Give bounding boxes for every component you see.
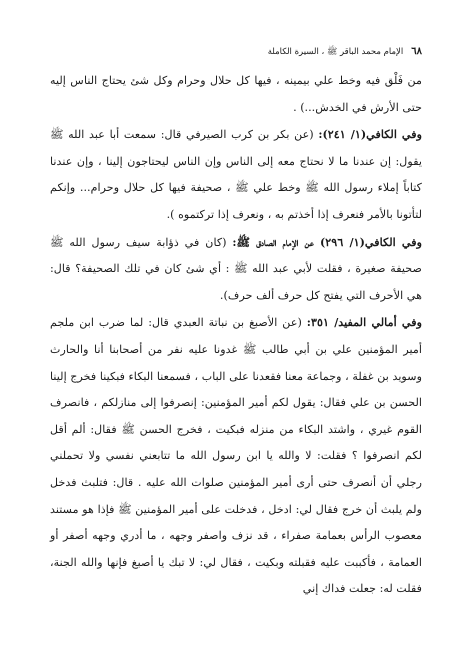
running-header [50, 44, 422, 60]
paragraph-amali-mufid [50, 309, 422, 603]
page-number: ٦٨ [411, 46, 422, 57]
paragraph-text: من فَلْق فيه وخط علي بيمينه ، فيها كل حلال وحرام وكل شئ يحتاج الناس إليه حتى الأرش في الخدش...) . [50, 74, 422, 114]
paragraph-kafi-296 [50, 229, 422, 310]
paragraph-text: (عن بكر بن كرب الصيرفي قال: سمعت أبا عبد الله ﷺ يقول: إن عندنا ما لا نحتاج معه إلى الناس وإن الناس ليحتاجون إلينا ، وإن عندنا كتاباً إملاء رسول الله ﷺ وخط علي ﷺ ، صحيفة فيها كل حلال وحرام... وإنكم لتأتونا بالأمر فنعرف إذا أخذتم به ، ونعرف إذا تركتموه ). [50, 128, 422, 221]
body-text [50, 68, 422, 603]
book-page [50, 44, 422, 656]
paragraph-text: (كان في ذؤابة سيف رسول الله ﷺ صحيفة صغيرة ، فقلت لأبي عبد الله ﷺ : أي شئ كان في تلك الصحيفة؟ قال: هي الأحرف التي يفتح كل حرف ألف حرف). [50, 235, 422, 302]
source-citation: وفي أمالي المفيد/ ٣٥١: [306, 315, 423, 330]
paragraph-kafi-241 [50, 121, 422, 228]
source-citation: وفي الكافي(١/ ٢٩٦) عن الإمام الصادق ﷺ: [232, 234, 422, 249]
paragraph-text: (عن الأصبغ بن نباتة العبدي قال: لما ضرب ابن ملجم أمير المؤمنين علي بن أبي طالب ﷺ غدونا عليه نفر من أصحابنا أنا والحارث وسويد بن غفلة ، وجماعة معنا فقعدنا على الباب ، فسمعنا البكاء فبكينا فخرج إلينا الحسن بن علي فقال: يقول لكم أمير المؤمنين: إنصرفوا إلى منازلكم ، فانصرف القوم غيري ، واشتد البكاء من منزله فبكيت ، فخرج الحسن ﷺ فقال: ألم أقل لكم انصرفوا ؟ فقلت: لا والله يا ابن رسول الله ما تتابعني نفسي ولا تحملني رجلي أن أنصرف حتى أرى أمير المؤمنين صلوات الله عليه . قال: فتلبث فدخل ولم يلبث أن خرج فقال لي: ادخل ، فدخلت على أمير المؤمنين ﷺ فإذا هو مستند معصوب الرأس بعمامة صفراء ، قد نزف واصفر وجهه ، ما أدري وجهه أصفر أو العمامة ، فأكببت عليه فقبلته وبكيت ، فقال لي: لا تبك يا أصبغ فإنها والله الجنة، فقلت له: جعلت فداك إني [50, 316, 422, 596]
running-title: الإمام محمد الباقر ﷺ ، السيرة الكاملة [267, 47, 404, 57]
paragraph-continuation [50, 68, 422, 121]
source-citation: وفي الكافي(١/ ٢٤١): [318, 127, 422, 142]
